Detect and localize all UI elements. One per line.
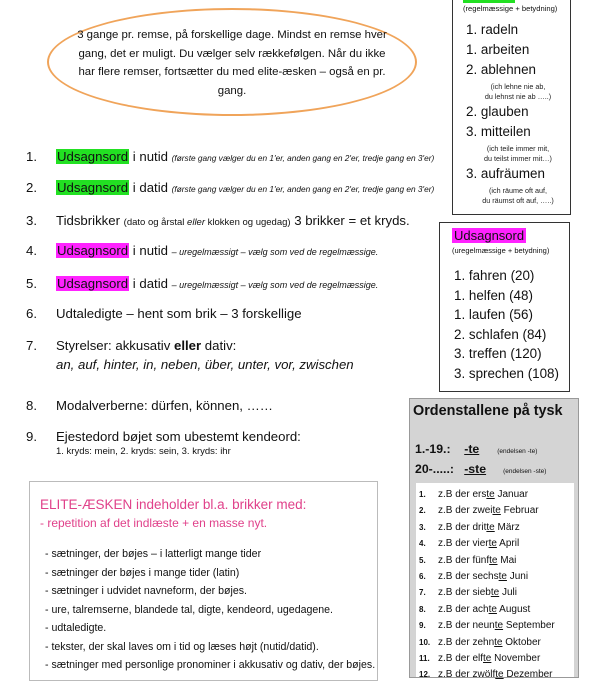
- possessive-note: 1. kryds: mein, 2. kryds: sein, 3. kryds: ihr: [56, 446, 231, 457]
- verb-item: 1. helfen (48): [454, 287, 533, 303]
- ordinal-item: 5. z.B der fünfte Mai: [419, 554, 517, 566]
- instruction-text: 3 gange pr. remse, på forskellige dage. Mindst en remse hver gang, det er muligt. Du vælger selv rækkefølgen. Når du ikke har flere remser, fortsætter du med elite-æsken – også en pr. gang.: [77, 29, 387, 97]
- ordinal-item: 7. z.B der siebte Juli: [419, 587, 517, 599]
- verb-label: Udsagnsord: [57, 149, 129, 164]
- list-item-5: 5. Udsagnsord i datid – uregelmæssigt – vælg som ved de regelmæssige.: [26, 276, 379, 291]
- elite-item: - sætninger, der bøjes – i latterligt mange tider: [45, 548, 262, 560]
- verb-note: (ich teile immer mit, du teilst immer mit…): [484, 144, 552, 163]
- box-subtitle: - repetition af det indlæste + en masse nyt.: [40, 516, 268, 530]
- verb-item: 3. aufräumen: [466, 166, 545, 181]
- ordinal-list: [416, 483, 574, 681]
- elite-list: [45, 548, 375, 678]
- irregular-verbs-box: [439, 222, 570, 392]
- ordinal-item: 8. z.B der achte August: [419, 603, 531, 615]
- ordinal-numbers-box: [409, 398, 579, 681]
- preposition-list: an, auf, hinter, in, neben, über, unter, vor, zwischen: [56, 357, 354, 372]
- verb-item: 1. arbeiten: [466, 42, 530, 57]
- ordinal-item: 11. z.B der elfte November: [419, 653, 541, 664]
- ordinal-item: 4. z.B der vierte April: [419, 538, 520, 550]
- verb-item: 3. sprechen (108): [454, 365, 559, 381]
- list-item-1: 1. Udsagnsord i nutid (første gang vælger du en 1'er, anden gang en 2'er, tredje gang en 3'er): [26, 149, 435, 164]
- verb-note: (ich lehne nie ab, du lehnst nie ab …..): [484, 82, 552, 101]
- elite-item: - sætninger med personlige pronominer i akkusativ og dativ, der bøjes.: [45, 659, 376, 671]
- verb-item: 2. glauben: [466, 104, 529, 119]
- verb-item: 1. fahren (20): [454, 268, 535, 283]
- verb-box-highlight: [463, 0, 515, 3]
- list-item-8: 8. Modalverberne: dürfen, können, ……: [26, 398, 273, 413]
- list-item-2: 2. Udsagnsord i datid (første gang vælger du en 1'er, anden gang en 2'er, tredje gang en 3'er): [26, 180, 435, 195]
- box-title: Udsagnsord: [454, 228, 525, 243]
- verb-label: Udsagnsord: [57, 180, 129, 195]
- irregular-verb-list: [454, 268, 559, 386]
- ordinal-rule-2: 20-.....: -ste (endelsen -ste): [415, 462, 547, 476]
- verb-note: (ich räume oft auf, du räumst oft auf, …..): [482, 186, 554, 205]
- ordinal-item: 6. z.B der sechste Juni: [419, 571, 529, 582]
- verb-item: 3. treffen (120): [454, 346, 542, 362]
- verb-label: Udsagnsord: [57, 276, 129, 291]
- regular-verbs-box: [452, 0, 571, 215]
- elite-item: - sætninger der bøjes i mange tider (latin): [45, 566, 240, 579]
- verb-item: 1. radeln: [466, 22, 519, 37]
- verb-item: 1. laufen (56): [454, 307, 533, 323]
- elite-item: - ure, talremserne, blandede tal, digte, kendeord, ugedagene.: [45, 603, 333, 616]
- box-subtitle: (uregelmæssige + betydning): [452, 246, 550, 255]
- ordinal-item: 1. z.B der erste Januar: [419, 489, 529, 500]
- verb-label: Udsagnsord: [57, 243, 129, 258]
- ordinal-item: 9. z.B der neunte September: [419, 620, 555, 632]
- ordinal-item: 10. z.B der zehnte Oktober: [419, 636, 541, 648]
- verb-item: 3. mitteilen: [466, 124, 531, 139]
- list-item-6: 6. Udtaledigte – hent som brik – 3 forskellige: [26, 306, 302, 321]
- elite-item: - tekster, der skal laves om i tid og læses højt (nutid/datid).: [45, 640, 319, 653]
- regular-verb-list: [466, 22, 570, 208]
- elite-box: [29, 481, 378, 681]
- elite-item: - udtaledigte.: [45, 622, 107, 634]
- list-item-4: 4. Udsagnsord i nutid – uregelmæssigt – vælg som ved de regelmæssige.: [26, 243, 379, 258]
- box-title: ELITE-ÆSKEN indeholder bl.a. brikker med:: [40, 497, 307, 512]
- list-item-7: 7. Styrelser: akkusativ eller dativ:: [26, 338, 237, 353]
- ordinal-item: 3. z.B der dritte März: [419, 521, 520, 533]
- verb-item: 2. schlafen (84): [454, 326, 547, 342]
- box-title: Ordenstallene på tysk: [413, 403, 563, 419]
- box-subtitle: (regelmæssige + betydning): [463, 4, 558, 13]
- elite-item: - sætninger i udvidet navneform, der bøjes.: [45, 585, 247, 597]
- list-item-9: 9. Ejestedord bøjet som ubestemt kendeord:: [26, 429, 301, 444]
- ordinal-rule-1: 1.-19.: -te (endelsen -te): [415, 442, 538, 456]
- ordinal-item: 12. z.B der zwölfte Dezember: [419, 669, 553, 681]
- list-item-3: 3. Tidsbrikker (dato og årstal eller klokken og ugedag) 3 brikker = et kryds.: [26, 213, 410, 228]
- ordinal-item: 2. z.B der zweite Februar: [419, 505, 539, 517]
- verb-item: 2. ablehnen: [466, 62, 536, 77]
